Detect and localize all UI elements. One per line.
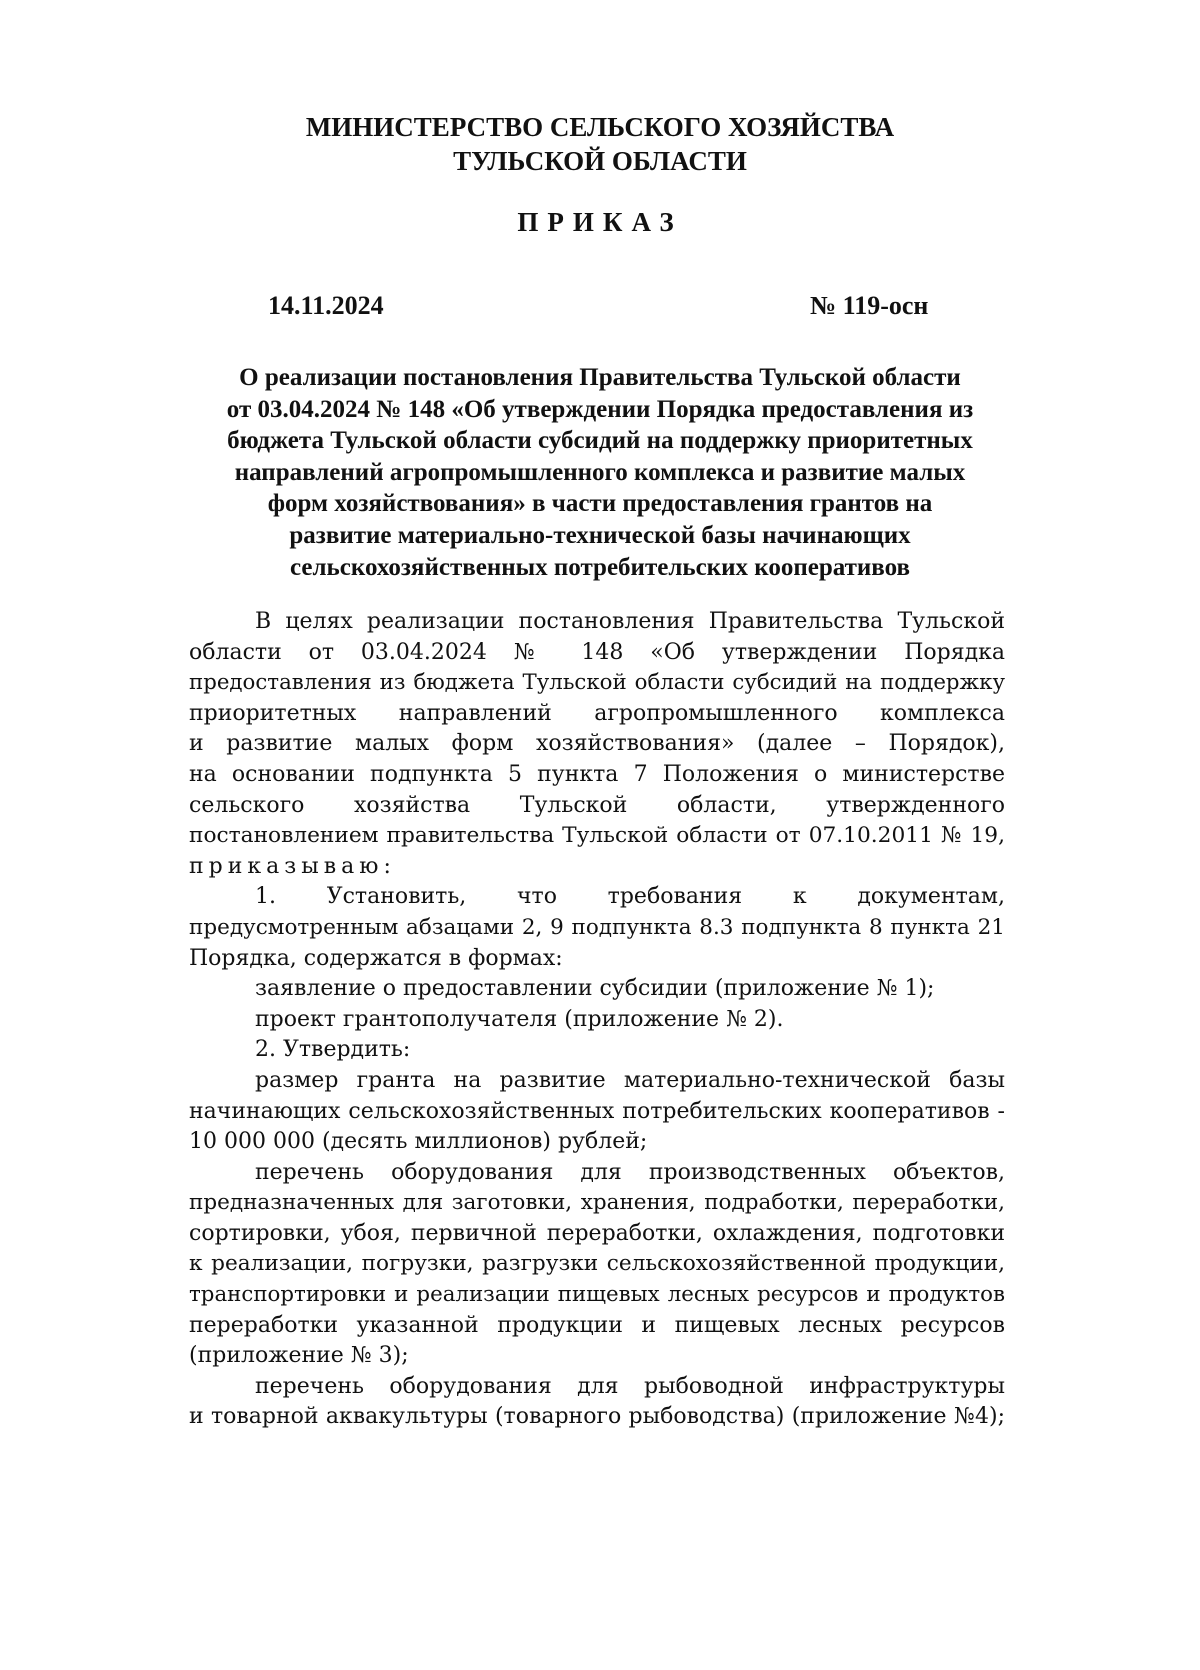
ministry-name-line-1: МИНИСТЕРСТВО СЕЛЬСКОГО ХОЗЯЙСТВА: [305, 112, 895, 142]
ministry-name-line-2: ТУЛЬСКОЙ ОБЛАСТИ: [453, 146, 747, 176]
body-line: заявление о предоставлении субсидии (приложение № 1);: [255, 976, 935, 1002]
body-line: 1. Установить, что требования к документам,: [255, 884, 1005, 910]
body-line: и развитие малых форм хозяйствования» (далее – Порядок),: [189, 731, 1005, 757]
body-line: на основании подпункта 5 пункта 7 Положения о министерстве: [189, 761, 1005, 787]
body-line-order-word: приказываю:: [189, 853, 396, 879]
document-type-title: ПРИКАЗ: [517, 207, 683, 237]
body-line: предусмотренным абзацами 2, 9 подпункта 8.3 подпункта 8 пункта 21: [189, 914, 1005, 940]
body-line: сельского хозяйства Тульской области, утвержденного: [189, 792, 1005, 818]
body-line: перечень оборудования для рыбоводной инфраструктуры: [255, 1373, 1005, 1399]
body-line: постановлением правительства Тульской области от 07.10.2011 № 19,: [189, 823, 1005, 849]
body-line: сортировки, убоя, первичной переработки, охлаждения, подготовки: [189, 1220, 1005, 1246]
subject-line: направлений агропромышленного комплекса и развитие малых: [234, 458, 966, 486]
body-line: 2. Утвердить:: [255, 1037, 411, 1063]
body-line: (приложение № 3);: [189, 1343, 409, 1369]
body-line: 10 000 000 (десять миллионов) рублей;: [189, 1129, 648, 1155]
order-number: № 119-осн: [810, 291, 929, 320]
body-line: размер гранта на развитие материально-технической базы: [255, 1067, 1005, 1093]
order-date: 14.11.2024: [268, 291, 384, 320]
body-line: предназначенных для заготовки, хранения, подработки, переработки,: [189, 1190, 1005, 1216]
body-line: Порядка, содержатся в формах:: [189, 945, 563, 971]
body-line: переработки указанной продукции и пищевых лесных ресурсов: [189, 1312, 1005, 1338]
body-line: предоставления из бюджета Тульской области субсидий на поддержку: [189, 670, 1005, 696]
subject-line: сельскохозяйственных потребительских кооперативов: [290, 553, 910, 581]
body-line: В целях реализации постановления Правительства Тульской: [255, 609, 1005, 634]
order-body: [189, 607, 1005, 1433]
subject-line: О реализации постановления Правительства Тульской области: [239, 364, 961, 391]
order-subject: [160, 362, 1040, 583]
body-line: проект грантополучателя (приложение № 2).: [255, 1006, 784, 1032]
body-line: к реализации, погрузки, разгрузки сельскохозяйственной продукции,: [189, 1251, 1005, 1277]
body-line: транспортировки и реализации пищевых лесных ресурсов и продуктов: [189, 1282, 1005, 1308]
subject-line: бюджета Тульской области субсидий на поддержку приоритетных: [227, 427, 973, 455]
ministry-name: [0, 110, 1200, 178]
body-line: и товарной аквакультуры (товарного рыбоводства) (приложение №4);: [189, 1404, 1005, 1430]
subject-line: от 03.04.2024 № 148 «Об утверждении Порядка предоставления из: [226, 395, 974, 423]
body-line: приоритетных направлений агропромышленного комплекса: [189, 700, 1005, 726]
subject-line: развитие материально-технической базы начинающих: [289, 521, 911, 549]
body-line: области от 03.04.2024 № 148 «Об утверждении Порядка: [189, 639, 1005, 665]
body-line: перечень оборудования для производственных объектов,: [255, 1159, 1005, 1185]
subject-line: форм хозяйствования» в части предоставления грантов на: [267, 490, 933, 518]
body-line: начинающих сельскохозяйственных потребительских кооперативов -: [189, 1098, 1005, 1124]
